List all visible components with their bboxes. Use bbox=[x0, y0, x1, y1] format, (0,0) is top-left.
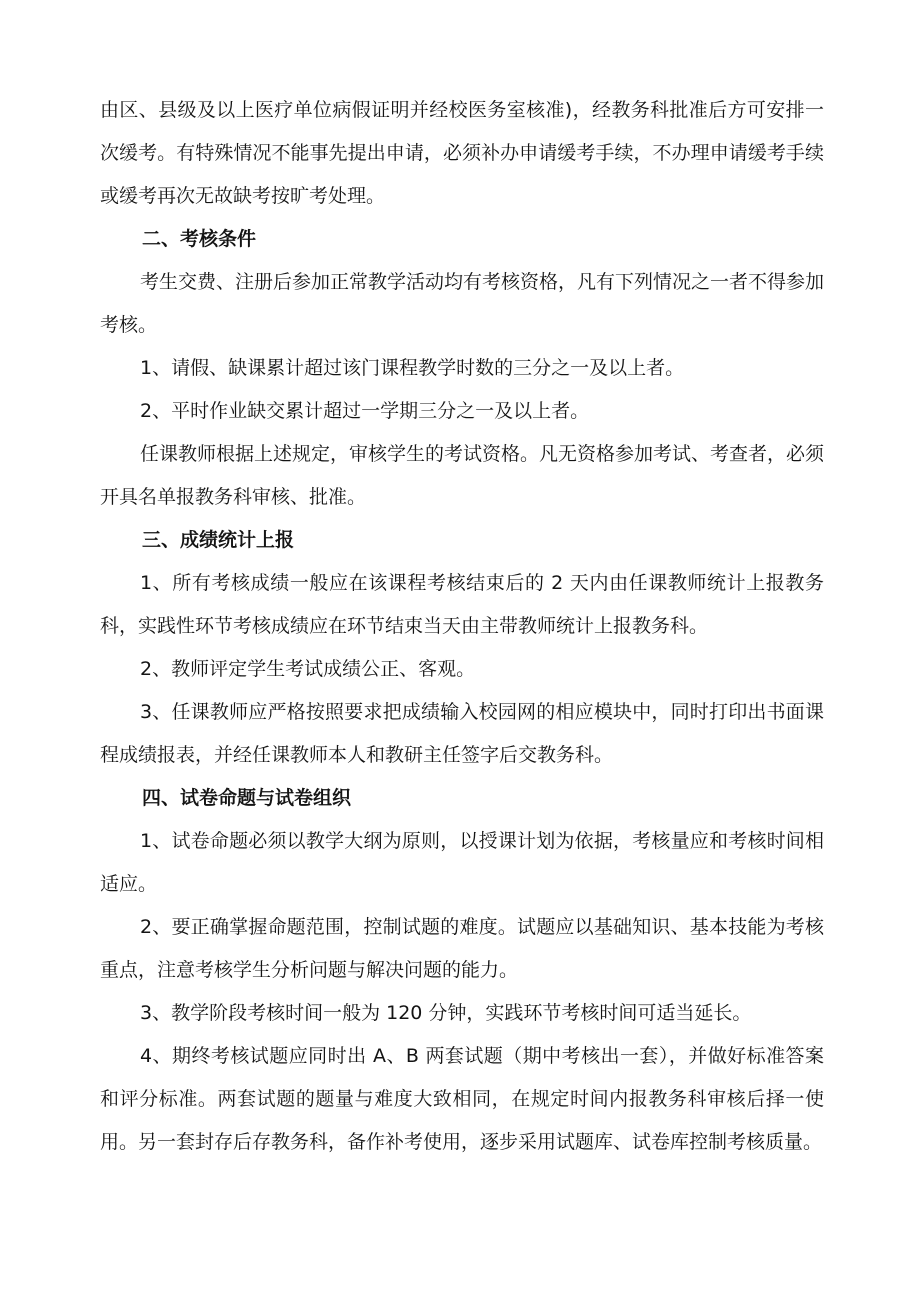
list-item-fair-grading: 2、教师评定学生考试成绩公正、客观。 bbox=[140, 658, 476, 680]
list-item-difficulty: 2、要正确掌握命题范围，控制试题的难度。试题应以基础知识、基本技能为考核重点，注意考核学生分析问题与解决问题的能力。 bbox=[100, 916, 824, 981]
section-heading-grade-reporting: 三、成绩统计上报 bbox=[142, 529, 295, 551]
list-item-report-deadline: 1、所有考核成绩一般应在该课程考核结束后的 2 天内由任课教师统计上报教务科，实践性环节考核成绩应在环节结束当天由主带教师统计上报教务科。 bbox=[100, 572, 824, 637]
list-item-ab-papers: 4、期终考核试题应同时出 A、B 两套试题（期中考核出一套），并做好标准答案和评分标准。两套试题的题量与难度大致相同，在规定时间内报教务科审核后择一使用。另一套封存后存教务科，备作补考使用，逐步采用试题库、试卷库控制考核质量。 bbox=[100, 1045, 824, 1153]
section-heading-exam-conditions: 二、考核条件 bbox=[142, 228, 257, 250]
list-item-homework: 2、平时作业缺交累计超过一学期三分之一及以上者。 bbox=[140, 400, 590, 422]
section-heading-exam-papers: 四、试卷命题与试卷组织 bbox=[142, 787, 352, 809]
paragraph-teacher-review: 任课教师根据上述规定，审核学生的考试资格。凡无资格参加考试、考查者，必须开具名单报教务科审核、批准。 bbox=[100, 443, 825, 508]
document-page bbox=[100, 89, 824, 1164]
list-item-syllabus-basis: 1、试卷命题必须以教学大纲为原则，以授课计划为依据，考核量应和考核时间相适应。 bbox=[100, 830, 824, 895]
list-item-absence: 1、请假、缺课累计超过该门课程教学时数的三分之一及以上者。 bbox=[140, 357, 685, 379]
list-item-grade-entry: 3、任课教师应严格按照要求把成绩输入校园网的相应模块中，同时打印出书面课程成绩报表，并经任课教师本人和教研主任签字后交教务科。 bbox=[100, 701, 824, 766]
list-item-exam-duration: 3、教学阶段考核时间一般为 120 分钟，实践环节考核时间可适当延长。 bbox=[140, 1002, 752, 1024]
paragraph-exam-eligibility: 考生交费、注册后参加正常教学活动均有考核资格，凡有下列情况之一者不得参加考核。 bbox=[100, 271, 825, 336]
continuation-paragraph: 由区、县级及以上医疗单位病假证明并经校医务室核准)，经教务科批准后方可安排一次缓考。有特殊情况不能事先提出申请，必须补办申请缓考手续，不办理申请缓考手续或缓考再次无故缺考按旷考处理。 bbox=[100, 99, 824, 207]
